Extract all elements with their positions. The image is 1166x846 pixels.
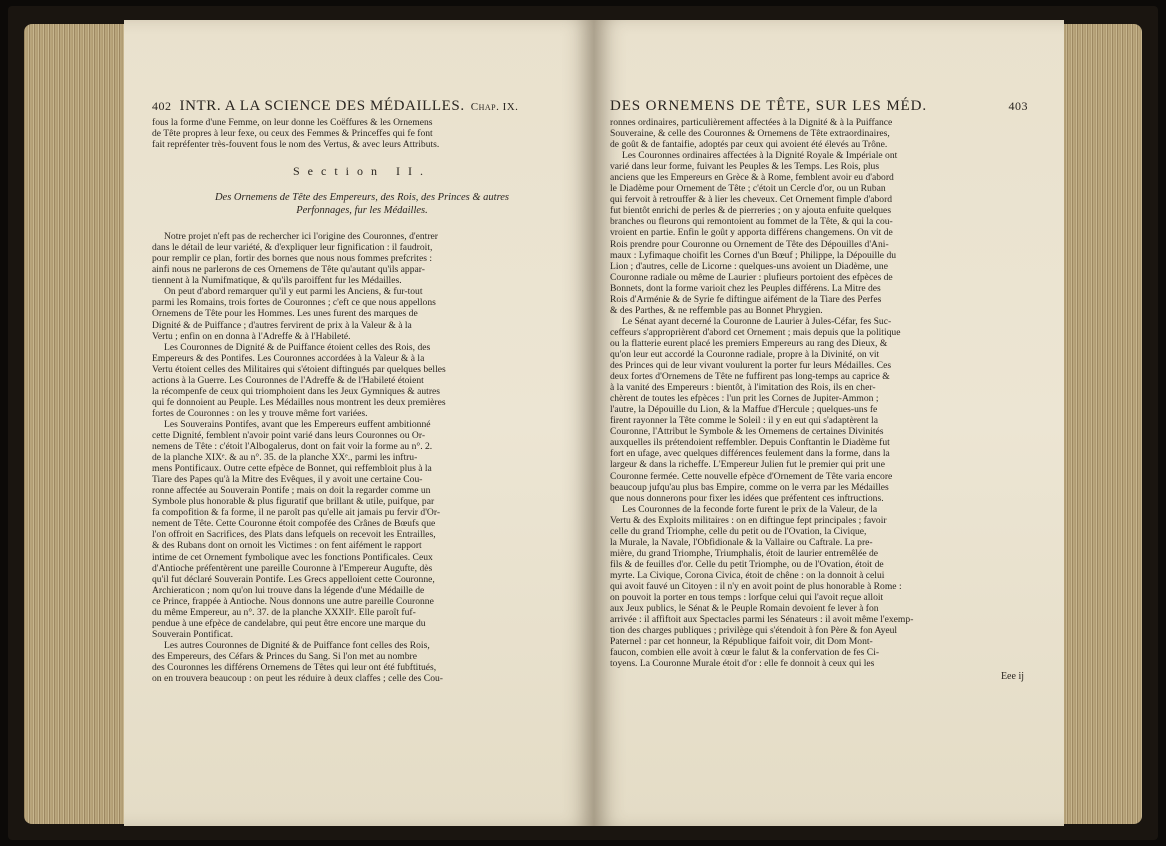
left-running-title: INTR. A LA SCIENCE DES MÉDAILLES. (179, 98, 465, 114)
signature-mark: Eee ij (1000, 671, 1024, 683)
left-page (124, 20, 594, 826)
left-page-number: 402 (152, 99, 172, 113)
chapter-label: Chap. IX. (470, 101, 519, 113)
left-paragraph: On peut d'abord remarquer qu'il y eut parmi les Anciens, & fur-tout parmi les Romains, trois fortes de Couronnes ; c'eft ce que nous appellons Ornemens de Tête pour les Hommes. Les unes furent des marques de Dignité & de Puiffance ; d'autres fervirent de prix à la Valeur & à la Vertu ; enfin on en donna à l'Adreffe & à l'Habileté. (152, 286, 436, 342)
right-running-head (610, 98, 1036, 115)
left-paragraph: Les Souverains Pontifes, avant que les Empereurs euffent ambitionné cette Dignité, femblent n'avoir point varié dans leurs Couronnes ou Or- nemens de Tête : c'étoit l'Albogalerus, dont on fait voir la forme au n°. 2. de la planche XIXᵉ. & au n°. 35. de la planche XXᵉ., parmi les inftru- mens Pontificaux. Outre cette efpèce de Bonnet, qui reffembloit plus à la Tiare des Papes qu'à la Mitre des Evêques, il y avoit une certaine Cou- ronne affectée au Souverain Pontife ; mais on doit la regarder comme un Symbole plus honorable & plus figuratif que brillant & utile, puifque, par fa compofition & fa forme, il ne paroît pas qu'elle ait jamais pu fervir d'Or- nement de Tête. Cette Couronne étoit compofée des Crânes de Bœufs que l'on offroit en Sacrifices, des Plats dans lefquels on recevoit les Entrailles, & des Rubans dont on ornoit les Victimes : on fent aifément le rapport intime de cet Ornement fymbolique avec les fonctions Pontificales. Ceux d'Antioche préfentèrent une pareille Couronne à l'Empereur Augufte, dès qu'il fut déclaré Souverain Pontife. Les Grecs appelloient cette Couronne, Archieraticon ; nom qu'on lui trouve dans la légende d'une Médaille de ce Prince, frappée à Antioche. Nous donnons une autre pareille Couronne du même Empereur, au n°. 37. de la planche XXXIIᵉ. Elle paroît fuf- pendue à une efpèce de candelabre, qui peut être encore une marque du Souverain Pontificat. (152, 418, 441, 640)
left-paragraph: Notre projet n'eft pas de rechercher ici l'origine des Couronnes, d'entrer dans le détail de leur variété, & d'expliquer leur fignification : il faudroit, pour remplir ce plan, fortir des bornes que nous nous fommes prefcrites : ainfi nous ne parlerons de ces Ornemens de Tête qu'autant qu'ils appar- tiennent à la Numifmatique, & qu'ils paroiffent fur les Médailles. (152, 231, 438, 287)
left-paragraph: Les autres Couronnes de Dignité & de Puiffance font celles des Rois, des Empereurs, des Céfars & Princes du Sang. Si l'on met au nombre des Couronnes les différens Ornemens de Têtes qui leur ont été fubftitués, on en trouvera beaucoup : on peut les réduire à deux claffes ; celle des Cou- (152, 639, 443, 685)
right-paragraph: Les Couronnes ordinaires affectées à la Dignité Royale & Impériale ont varié dans leur forme, fuivant les Peuples & les Temps. Les Rois, plus anciens que les Empereurs en Grèce & à Rome, femblent avoir eu d'abord le Diadème pour Ornement de Tête ; c'étoit un Cercle d'or, ou un Ruban qui fervoit à retrouffer & à lier les cheveux. Cet Ornement fimple d'abord fut bientôt enrichi de perles & de pierreries ; on y ajouta enfuite quelques branches ou fleurons qui remontoient au fommet de la Tête, & qui la cou- vroient en partie. Enfin le goût y apporta différens changemens. On vit de Rois prendre pour Couronne ou Ornement de Tête des Dépouilles d'Ani- maux : Lyfimaque choifit les Cornes d'un Bœuf ; Philippe, la Dépouille du Lion ; d'autres, celle de Licorne : quelques-uns avoient un Diadème, une Couronne radiale ou même de Laurier : plufieurs portoient des efpèces de Bonnets, dont la forme varioit chez les Peuples différens. La Mitre des Rois d'Arménie & de Syrie fe diftingue aifément de la Tiare des Perfes & des Parthes, & ne reffemble pas au Bonnet Phrygien. (610, 150, 898, 316)
left-page-content (152, 98, 572, 684)
section-heading: Section II. (293, 164, 431, 179)
book (8, 6, 1158, 840)
right-page-content (610, 98, 1036, 682)
right-page (594, 20, 1064, 826)
left-page-edges (24, 24, 134, 824)
right-running-title: DES ORNEMENS DE TÊTE, SUR LES MÉD. (610, 98, 927, 114)
section-subtitle: Des Ornemens de Tête des Empereurs, des Rois, des Princes & autres Perfonnages, fur les Médailles. (214, 192, 510, 217)
right-paragraph: ronnes ordinaires, particulièrement affectées à la Dignité & à la Puiffance Souveraine, & celle des Couronnes & Ornemens de Tête extraordinaires, de goût & de fantaifie, adoptés par ceux qui avoient été élevés au Trône. (610, 117, 893, 151)
left-paragraph: Les Couronnes de Dignité & de Puiffance étoient celles des Rois, des Empereurs & des Pontifes. Les Couronnes accordées à la Valeur & à la Vertu étoient celles des Militaires qui s'étoient diftingués par quelques belles actions à la Guerre. Les Couronnes de l'Adreffe & de l'Habileté étoient la récompenfe de ceux qui triomphoient dans les Jeux Gymniques & autres qui fe donnoient au Peuple. Les Médailles nous montrent les deux premières fortes de Couronnes : on les y trouve même fort variées. (152, 341, 446, 419)
right-paragraph: Les Couronnes de la feconde forte furent le prix de la Valeur, de la Vertu & des Exploits militaires : on en diftingue fept principales ; favoir celle du grand Triomphe, celle du petit ou de l'Ovation, la Civique, la Murale, la Navale, l'Obfidionale & la Vallaire ou Caftrale. La pre- mière, du grand Triomphe, Triumphalis, étoit de laurier entremêlée de fils & de feuilles d'or. Celle du petit Triomphe, ou de l'Ovation, étoit de myrte. La Civique, Corona Civica, étoit de chêne : on la donnoit à celui qui avoit fauvé un Citoyen : il n'y en avoit point de plus honorable à Rome : on pouvoit la porter en tous temps : lorfque celui qui l'avoit reçue alloit aux Jeux publics, le Sénat & le Peuple Romain devoient fe lever à fon arrivée : il affiftoit aux Spectacles parmi les Sénateurs : il avoit même l'exemp- tion des charges publiques ; privilège qui s'étendoit à fon Père & fon Ayeul Paternel : par cet honneur, la République faifoit voir, dit Dom Mont- faucon, combien elle avoit à cœur le falut & la confervation de fes Ci- toyens. La Couronne Murale étoit d'or : elle fe donnoit à ceux qui les (610, 503, 914, 670)
left-running-head (152, 98, 572, 115)
right-page-number: 403 (1008, 99, 1028, 113)
intro-text: fous la forme d'une Femme, on leur donne les Coëffures & les Ornemens de Tête propres à leur fexe, ou ceux des Femmes & Princeffes qui fe font fait repréfenter très-fouvent fous le nom des Vertus, & avec leurs Attributs. (152, 117, 440, 151)
right-paragraph: Le Sénat ayant decerné la Couronne de Laurier à Jules-Céfar, fes Suc- ceffeurs s'approprièrent d'abord cet Ornement ; mais depuis que la politique ou la flatterie eurent placé les premiers Empereurs au rang des Dieux, & qu'on leur eut accordé la Couronne radiale, propre à la Divinité, on vit des Princes qui de leur vivant voulurent la porter fur leurs Médailles. Ces deux fortes d'Ornemens de Tête ne fuffirent pas long-temps au caprice & à la vanité des Empereurs : bientôt, à l'imitation des Rois, ils en cher- chèrent de toutes les efpèces : l'un prit les Cornes de Jupiter-Ammon ; l'autre, la Dépouille du Lion, & la Maffue d'Hercule ; quelques-uns fe firent rayonner la Tête comme le Soleil : il y en eut qui s'adaptèrent la Couronne, l'Attribut le Symbole & les Ornemens de certaines Divinités auxquelles ils prétendoient reffembler. Depuis Conftantin le Diadème fut fort en ufage, avec quelques différences feulement dans la forme, dans la largeur & dans la richeffe. L'Empereur Julien fut le premier qui prit une Couronne fermée. Cette nouvelle efpèce d'Ornement de Tête varia encore beaucoup jufqu'au plus bas Empire, comme on le verra par les Médailles que nous donnerons pour fixer les idées que préfentent ces inftructions. (610, 315, 901, 504)
